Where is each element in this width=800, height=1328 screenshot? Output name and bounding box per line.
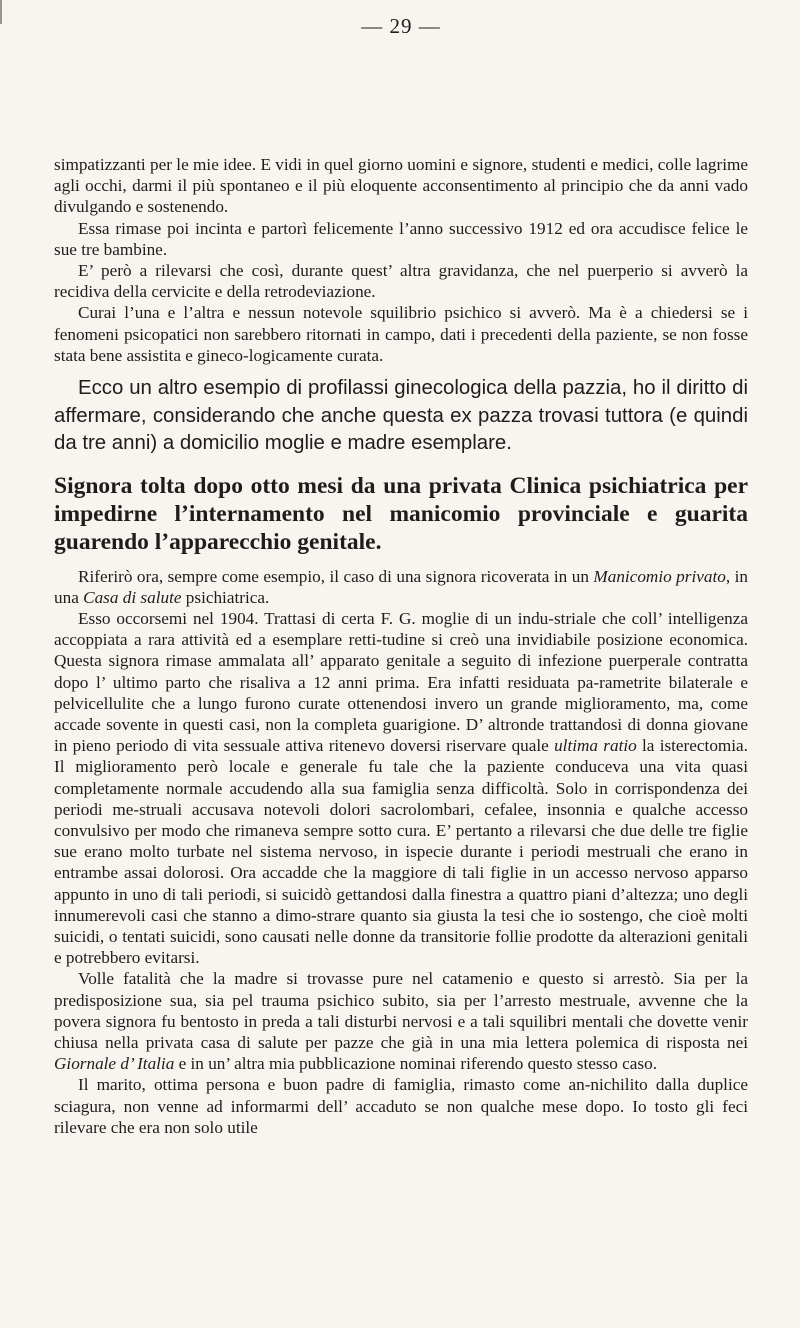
paragraph-case-history xyxy=(54,608,748,968)
text-run: la isterectomia. Il miglioramento però locale e generale fu tale che la paziente conduceva una vita quasi completamente normale accudendo alla sua famiglia senza difficoltà. Solo in corrispondenza dei periodi me-struali accusava notevoli dolori sacrolombari, cefalee, insonnia e qualche accesso convulsivo per modo che rimaneva sempre sotto cura. E’ pertanto a rilevarsi che due delle tre figlie sue erano molto turbate nel sistema nervoso, in ispecie durante i periodi mestruali che erano in entrambe assai dolorosi. Ora accadde che la maggiore di tali figlie in un accesso nervoso apparso appunto in uno di tali periodi, si suicidò gettandosi dalla finestra a quattro piani d’altezza; uno degli innumerevoli casi che stanno a dimo-strare quanto sia giusta la tesi che io sostengo, che cioè molti suicidi, o tentati suicidi, sono causati nelle donne da transitorie follie prodotte da alterazioni genitali e potrebbero evitarsi. xyxy=(54,736,748,968)
emphasis-paragraph: Ecco un altro esempio di profilassi ginecologica della pazzia, ho il diritto di affermare, considerando che anche questa ex pazza trovasi tuttora (e quindi da tre anni) a domicilio moglie e madre esemplare. xyxy=(54,377,748,455)
paragraph-mother-crisis xyxy=(54,968,748,1074)
section-heading: Signora tolta dopo otto mesi da una privata Clinica psichiatrica per impedirne l’internamento nel manicomio provinciale e guarita guarendo l’apparecchio genitale. xyxy=(54,472,748,555)
italic-term: Giornale d’ Italia xyxy=(54,1054,175,1074)
text-run: Volle fatalità che la madre si trovasse pure nel catamenio e questo si arrestò. Sia per la predisposizione sua, sia pel trauma psichico subito, sia per l’arresto mestruale, avvenne che la povera signora fu bentosto in preda a tali disturbi nervosi e a tali squilibri mentali che dovette venir chiusa nella privata casa di salute per pazze che già in una mia lettera polemica di risposta nei xyxy=(54,969,748,1052)
paragraph-husband xyxy=(54,1074,748,1138)
paragraph-recurrence: E’ però a rilevarsi che così, durante quest’ altra gravidanza, che nel puerperio si avverò la recidiva della cervicite e della retrodeviazione. xyxy=(54,261,748,302)
scan-edge-mark xyxy=(0,0,2,24)
italic-term: Casa di salute xyxy=(83,587,182,607)
italic-term: Manicomio privato xyxy=(593,566,726,586)
paragraph-continuation: simpatizzanti per le mie idee. E vidi in quel giorno uomini e signore, studenti e medici, colle lagrime agli occhi, darmi il più spontaneo e il più eloquente acconsentimento al principio che da anni vado divulgando e sostenendo. xyxy=(54,155,748,217)
text-run: , in una xyxy=(54,566,748,607)
paragraph-pregnancy: Essa rimase poi incinta e partorì felicemente l’anno successivo 1912 ed ora accudisce felice le sue tre bambine. xyxy=(54,218,748,259)
text-run: Il marito, ottima persona e buon padre di famiglia, rimasto come an-nichilito dalla duplice sciagura, non venne ad informarmi dell’ accaduto se non qualche mese dopo. Io tosto gli feci rilevare che era non solo utile xyxy=(54,1075,748,1137)
page-number: — 29 — xyxy=(361,14,441,38)
text-run: e in un’ altra mia pubblicazione nominai riferendo questo stesso caso. xyxy=(174,1054,658,1074)
italic-term: ultima ratio xyxy=(554,736,637,756)
text-run: Riferirò ora, sempre come esempio, il caso di una signora ricoverata in un xyxy=(78,566,594,586)
paragraph-treatment: Curai l’una e l’altra e nessun notevole squilibrio psichico si avverò. Ma è a chiedersi se i fenomeni psicopatici non sarebbero ritornati in campo, dati i precedenti della paziente, se non fosse stata bene assistita e gineco-logicamente curata. xyxy=(54,303,748,365)
text-run: Esso occorsemi nel 1904. Trattasi di certa F. G. moglie di un indu-striale che coll’ intelligenza accoppiata a rara attività ed a esemplare retti-tudine si creò una invidiabile posizione economica. Questa signora rimase ammalata all’ apparato genitale a seguito di infezione puerperale contratta dopo l’ ultimo parto che risaliva a 12 anni prima. Era infatti residuata pa-rametrite bilaterale e pelvicellulite che a lungo furono curate ottenendosi invero un grande miglioramento, ma, come accade sovente in questi casi, non la completa guarigione. D’ altronde trattandosi di donna giovane in pieno periodo di vita sessuale attiva ritenevo doversi riservare quale xyxy=(54,608,748,756)
text-run: psichiatrica. xyxy=(181,587,270,607)
paragraph-case-intro xyxy=(54,566,748,608)
